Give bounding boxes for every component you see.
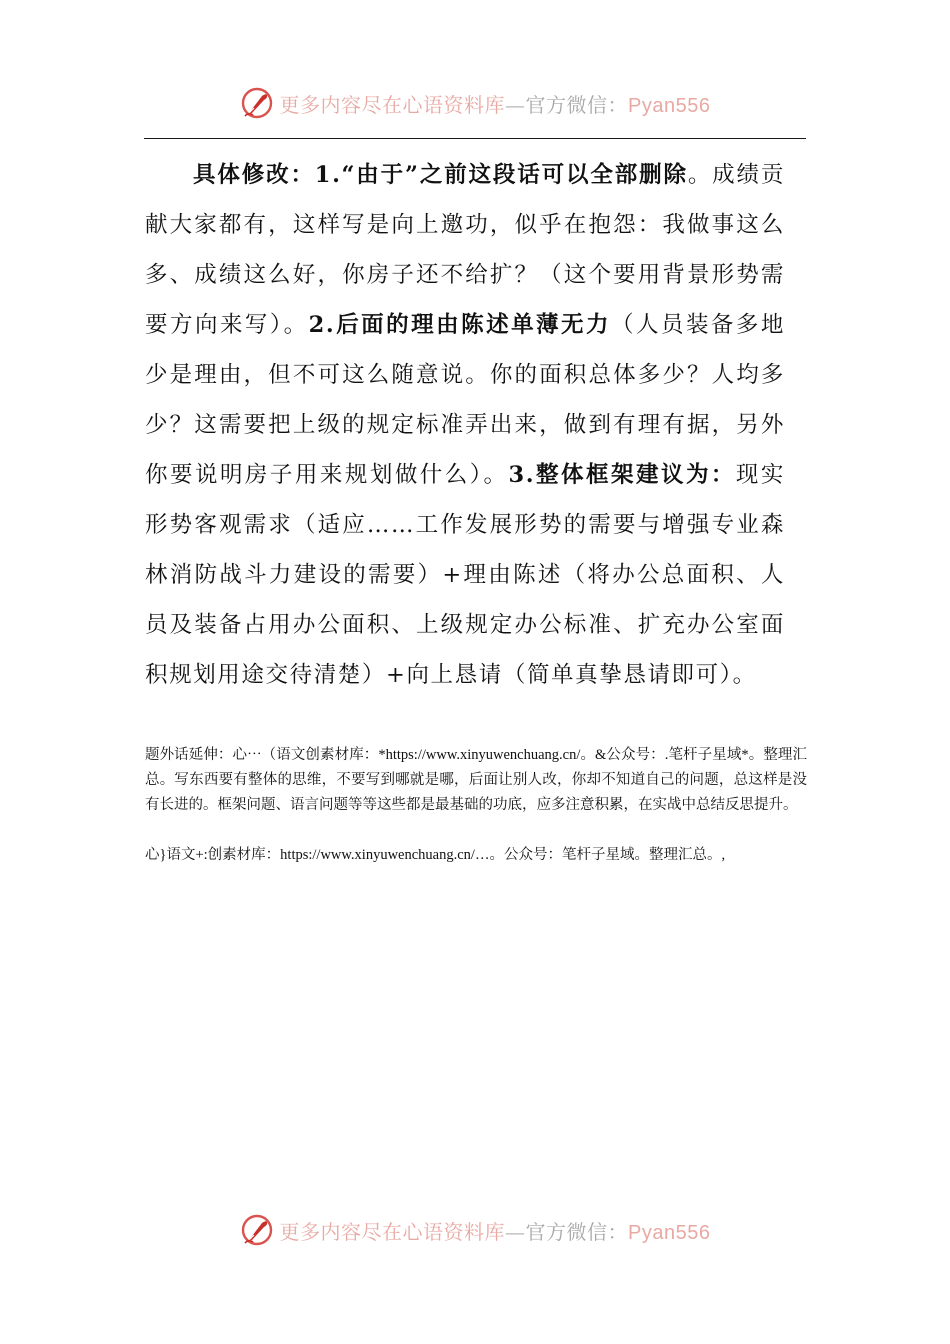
header-divider (144, 138, 806, 139)
banner-separator: — (505, 92, 526, 117)
banner-wechat-label: 官方微信： (525, 92, 629, 117)
banner-title: 更多内容尽在心语资料库 (279, 92, 506, 117)
point-2-text: （人员装备多地少是理由，但不可这么随意说。你的面积总体多少？人均多少？这需要把上级的规定标准弄出来，做到有理有据，另外你要说明房子用来规划做什么）。 (145, 312, 785, 488)
header-banner-content (240, 86, 711, 120)
source-note-paragraph: 心}语文+:创素材库：https://www.xinyuwenchuang.cn/…。公众号：笔杆子星域。整理汇总。, (145, 847, 726, 863)
point-1-heading: 具体修改：1.“由于”之前这段话可以全部删除 (193, 162, 688, 188)
banner-text (280, 89, 711, 118)
point-3-heading: 3.整体框架建议为： (508, 462, 736, 488)
point-2-heading: 2.后面的理由陈述单薄无力 (308, 312, 611, 338)
point-3-text: 现实形势客观需求（适应……工作发展形势的需要与增强专业森林消防战斗力建设的需要）+理由陈述（将办公总面积、人员及装备占用办公面积、上级规定办公标准、扩充办公室面积规划用途交待清楚）+向上恳请（简单真挚恳请即可）。 (145, 462, 785, 688)
banner-wechat-label: 官方微信： (525, 1219, 629, 1244)
banner-title: 更多内容尽在心语资料库 (279, 1219, 506, 1244)
banner-text (280, 1216, 711, 1245)
footer-banner (0, 1210, 950, 1250)
quill-pen-icon (240, 86, 274, 120)
side-note-paragraph: 题外话延伸：心⋯（语文创素材库：*https://www.xinyuwenchuang.cn/。&公众号：.笔杆子星域*。整理汇总。写东西要有整体的思维，不要写到哪就是哪，后面让别人改，你却不知道自己的问题，总这样是没有长进的。框架问题、语言问题等等这些都是最基础的功底，应多注意积累，在实战中总结反思提升。 (145, 747, 807, 813)
header-banner (0, 83, 950, 123)
banner-wechat-id: Pyan556 (628, 94, 711, 117)
point-1-text: 。成绩贡献大家都有，这样写是向上邀功，似乎在抱怨：我做事这么多、成绩这么好，你房子还不给扩？（这个要用背景形势需要方向来写）。 (145, 162, 785, 338)
quill-pen-icon (240, 1213, 274, 1247)
footer-banner-content (240, 1213, 711, 1247)
banner-separator: — (505, 1219, 526, 1244)
main-paragraph (145, 150, 785, 700)
banner-wechat-id: Pyan556 (628, 1221, 711, 1244)
